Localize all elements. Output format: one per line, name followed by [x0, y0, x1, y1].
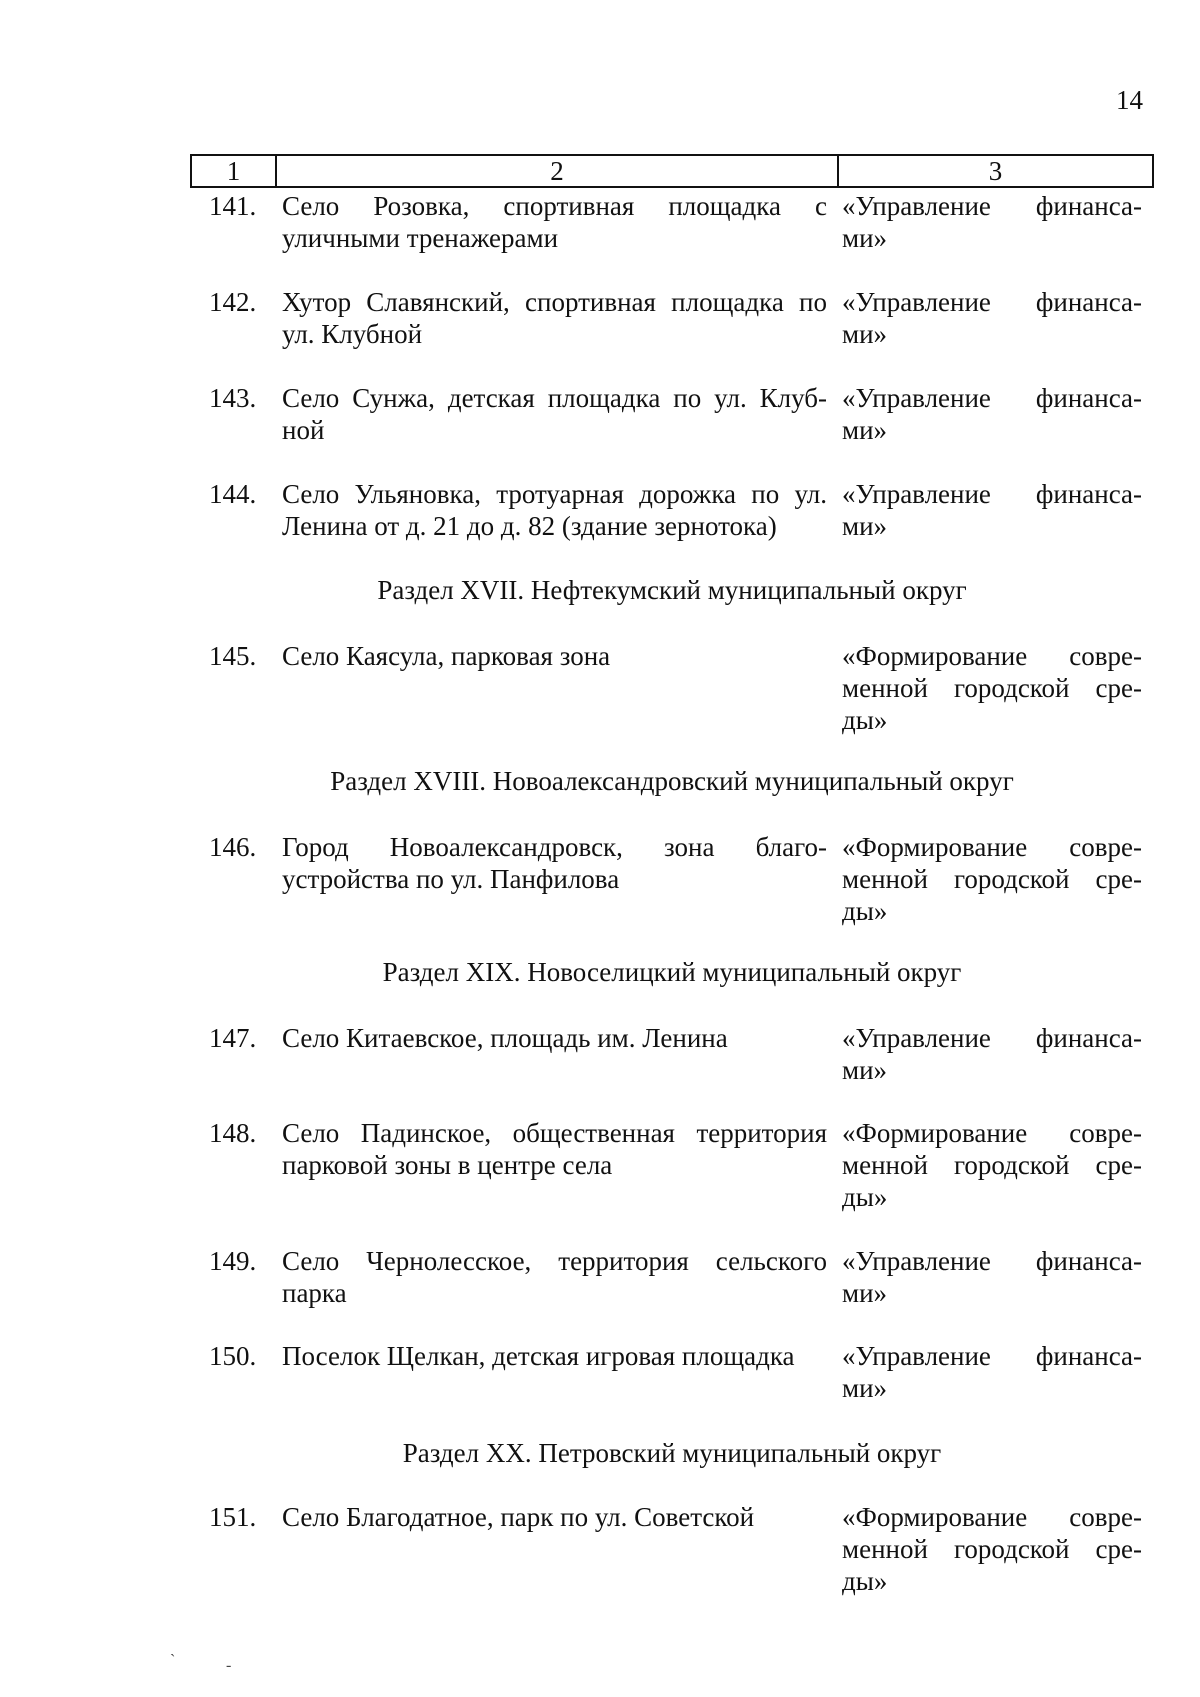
table-row — [190, 831, 1154, 931]
section-title: Раздел XVII. Нефтекумский муниципальный округ — [377, 575, 967, 605]
row-number: 143. — [209, 383, 257, 413]
row-description: Село Китаевское, площадь им. Ленина — [282, 1023, 728, 1053]
row-description: Село Ульяновка, тротуарная дорожка по ул. Ленина от д. 21 до д. 82 (здание зернотока) — [282, 479, 827, 541]
row-program: «Управление финанса-ми» — [842, 287, 1142, 349]
table-row — [190, 1245, 1154, 1345]
row-number: 148. — [209, 1118, 257, 1148]
row-program: «Управление финанса-ми» — [842, 1341, 1142, 1403]
row-number: 150. — [209, 1341, 257, 1371]
row-program: «Формирование совре-менной городской сре-ды» — [842, 1502, 1142, 1596]
row-number: 141. — [209, 191, 257, 221]
row-number: 151. — [209, 1502, 257, 1532]
header-col-3: 3 — [988, 156, 1003, 186]
row-program: «Управление финанса-ми» — [842, 383, 1142, 445]
row-program: «Формирование совре-менной городской сре-ды» — [842, 832, 1142, 926]
row-number: 147. — [209, 1023, 257, 1053]
table-row — [190, 1340, 1154, 1440]
table-header — [190, 154, 1154, 188]
row-program: «Управление финанса-ми» — [842, 1246, 1142, 1308]
table-row — [190, 478, 1154, 578]
table-row — [190, 1501, 1154, 1601]
row-number: 145. — [209, 641, 257, 671]
row-number: 146. — [209, 832, 257, 862]
row-number: 144. — [209, 479, 257, 509]
row-description: Село Каясула, парковая зона — [282, 641, 611, 671]
row-description: Поселок Щелкан, детская игровая площадка — [282, 1341, 795, 1371]
table-row — [190, 190, 1154, 290]
row-number: 149. — [209, 1246, 257, 1276]
row-number: 142. — [209, 287, 257, 317]
page-number: 14 — [1116, 85, 1143, 115]
row-program: «Управление финанса-ми» — [842, 191, 1142, 253]
section-title: Раздел XIX. Новоселицкий муниципальный округ — [382, 957, 962, 987]
row-description: Село Благодатное, парк по ул. Советской — [282, 1502, 755, 1532]
row-program: «Управление финанса-ми» — [842, 1023, 1142, 1085]
header-col-2: 2 — [277, 156, 839, 186]
table-row — [190, 286, 1154, 386]
table-row — [190, 1022, 1154, 1122]
table-row — [190, 382, 1154, 482]
row-description: Село Чернолесское, территория сельского парка — [282, 1246, 827, 1308]
row-description: Село Падинское, общественная территория парковой зоны в центре села — [282, 1118, 827, 1180]
row-program: «Формирование совре-менной городской сре-ды» — [842, 641, 1142, 735]
row-program: «Управление финанса-ми» — [842, 479, 1142, 541]
section-title: Раздел XX. Петровский муниципальный округ — [402, 1438, 942, 1468]
table-row — [190, 640, 1154, 740]
table-row — [190, 1117, 1154, 1217]
row-description: Город Новоалександровск, зона благо-устройства по ул. Панфилова — [282, 832, 827, 894]
row-description: Село Розовка, спортивная площадка с уличными тренажерами — [282, 191, 827, 253]
row-description: Село Сунжа, детская площадка по ул. Клуб-ной — [282, 383, 827, 445]
scan-speck: - — [226, 1657, 232, 1674]
header-col-1: 1 — [192, 156, 277, 186]
row-program: «Формирование совре-менной городской сре-ды» — [842, 1118, 1142, 1212]
section-title: Раздел XVIII. Новоалександровский муниципальный округ — [330, 766, 1014, 796]
row-description: Хутор Славянский, спортивная площадка по ул. Клубной — [282, 287, 827, 349]
scan-speck: ` — [170, 1652, 176, 1669]
